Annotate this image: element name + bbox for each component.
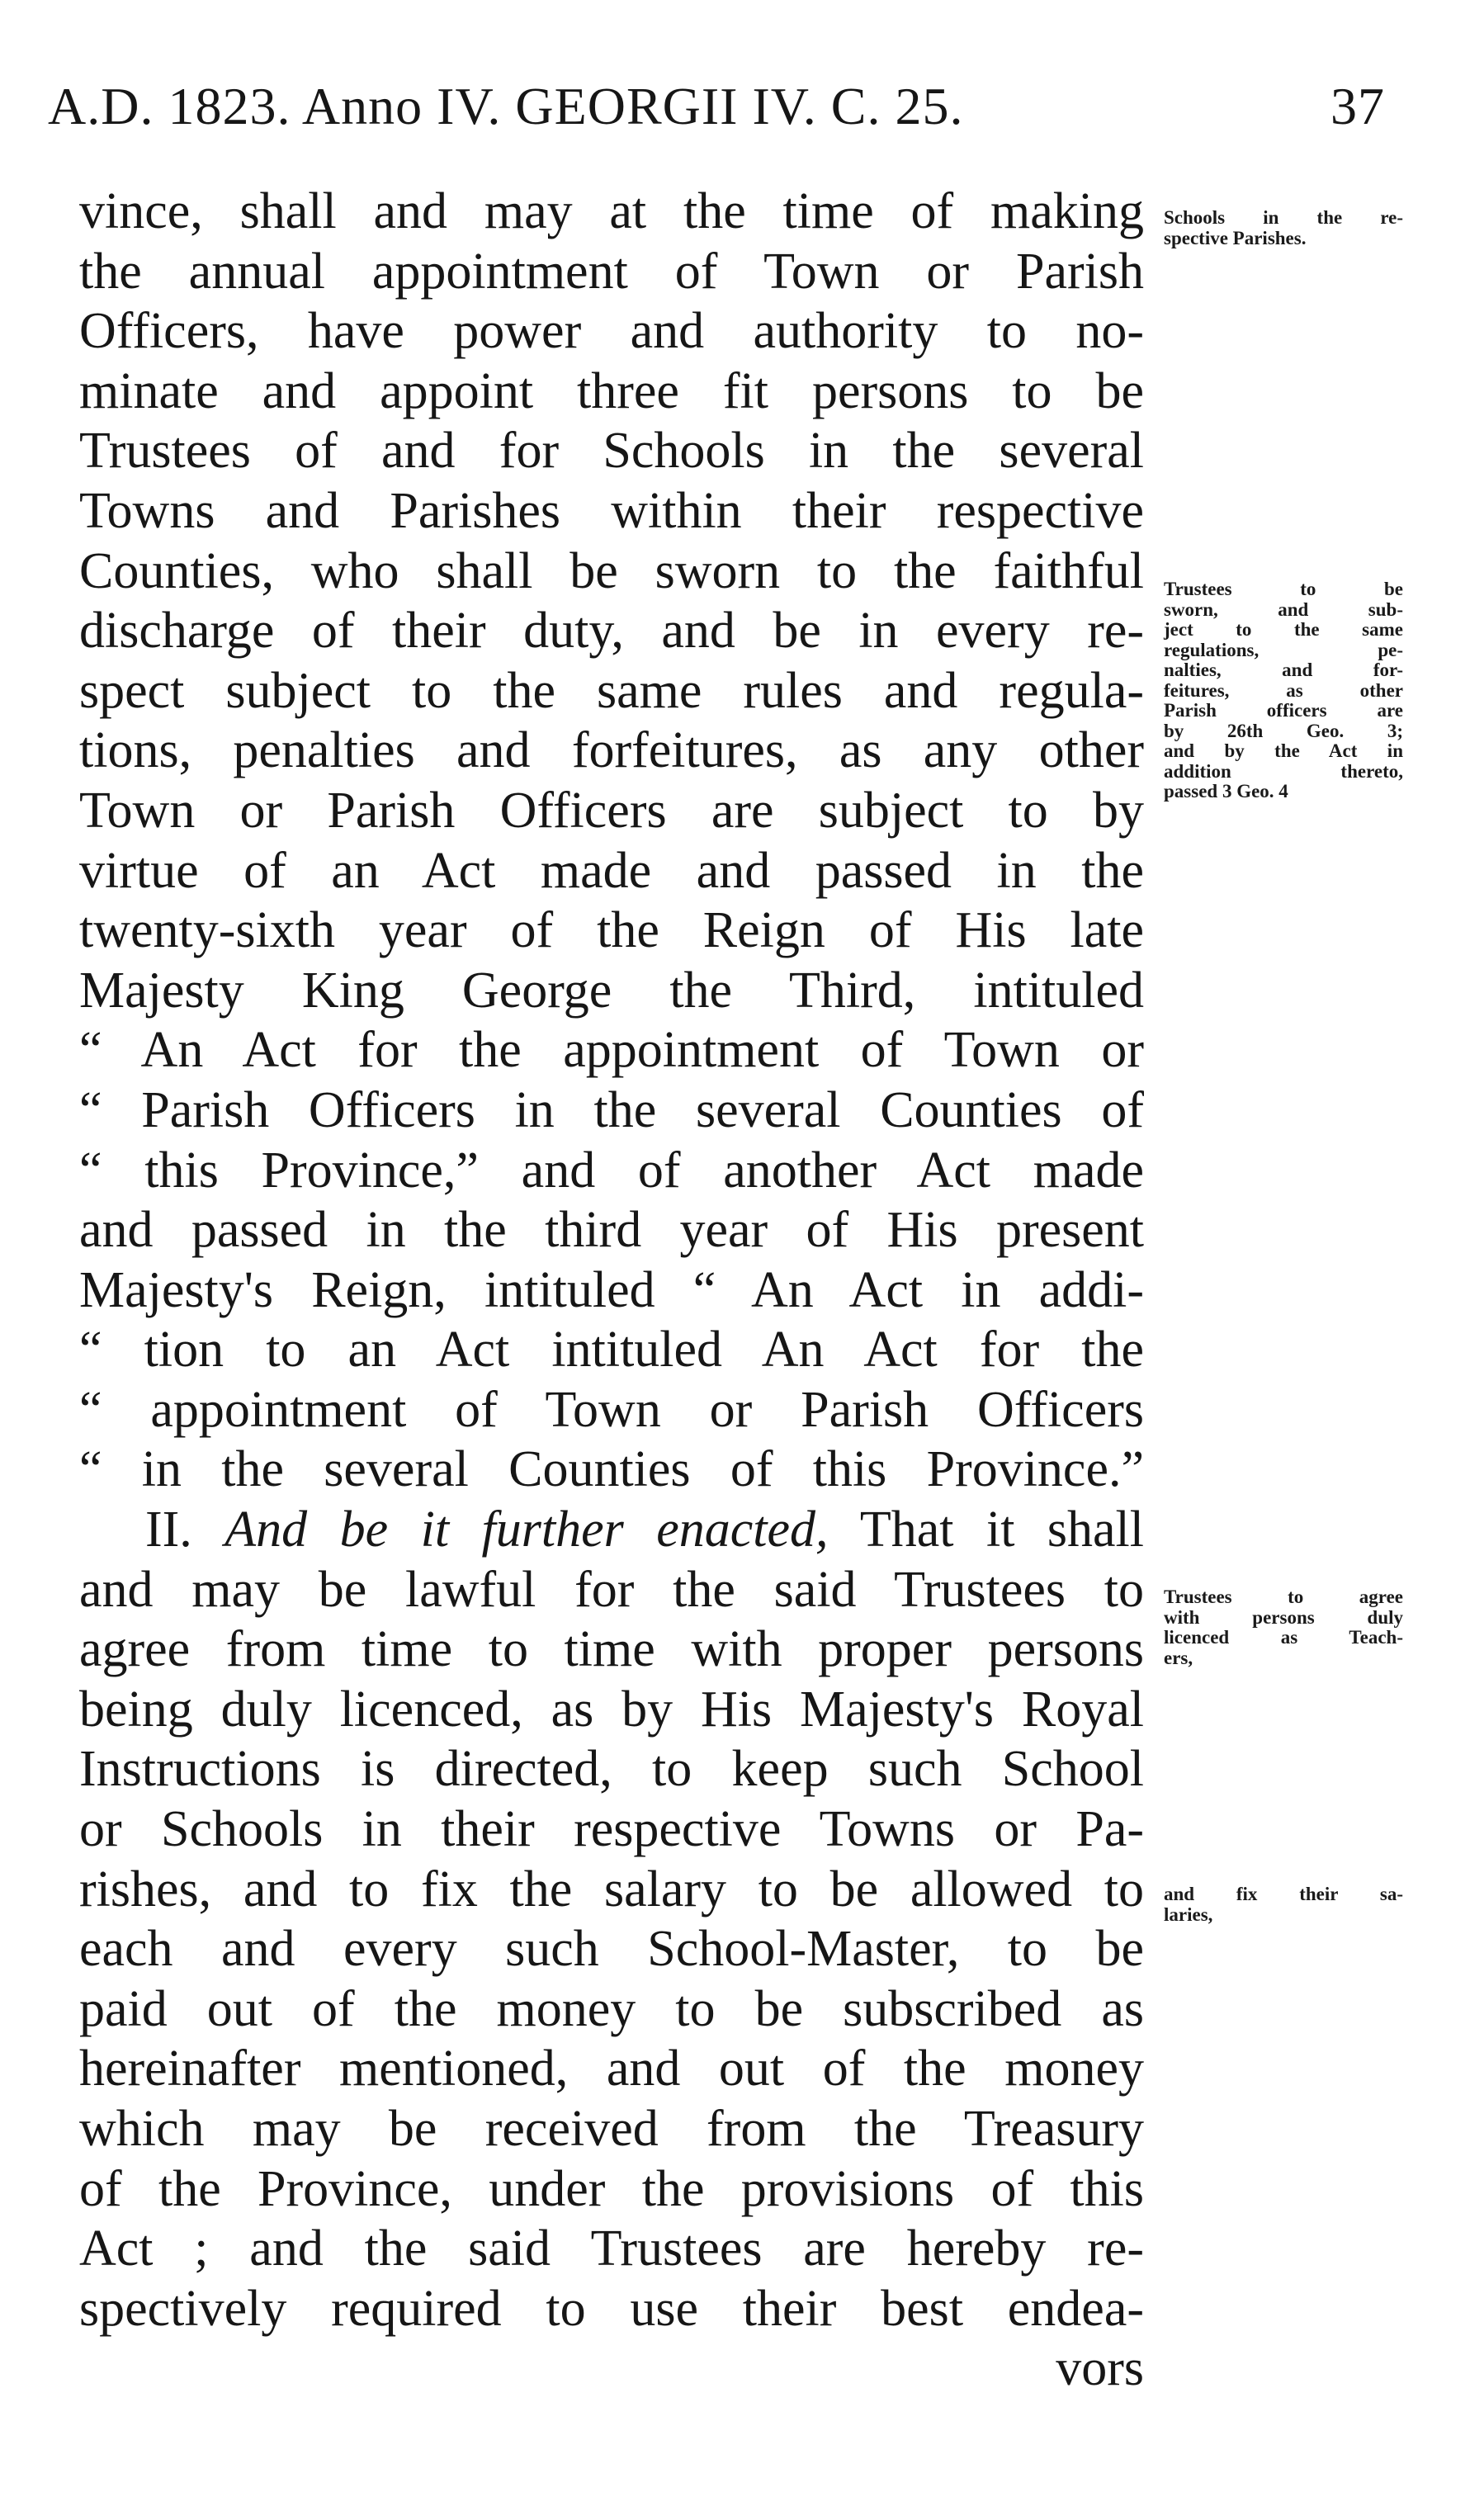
text-line: “ this Province,” and of another Act made	[79, 1142, 1144, 1199]
text-line: “ tion to an Act intituled An Act for the	[79, 1322, 1144, 1378]
main-text-block	[79, 182, 1144, 2399]
text-line: Officers, have power and authority to no-	[79, 303, 1144, 360]
text-line: Majesty King George the Third, intituled	[79, 962, 1144, 1019]
text-line: Trustees of and for Schools in the several	[79, 423, 1144, 480]
text-line: “ in the several Counties of this Province.”	[79, 1441, 1144, 1498]
margin-note-trustees-agree	[1164, 1587, 1403, 1668]
text-line: or Schools in their respective Towns or Pa-	[79, 1801, 1144, 1858]
margin-note-line: and fix their sa-	[1164, 1884, 1403, 1904]
catchword: vors	[1056, 2340, 1144, 2397]
text-line: agree from time to time with proper persons	[79, 1621, 1144, 1678]
text-line: “ appointment of Town or Parish Officers	[79, 1381, 1144, 1438]
section-number: II.	[145, 1501, 192, 1558]
margin-note-salaries	[1164, 1884, 1403, 1925]
text-line: “ Parish Officers in the several Counties of	[79, 1081, 1144, 1138]
text-line: being duly licenced, as by His Majesty's Royal	[79, 1681, 1144, 1738]
margin-note-line: and by the Act in	[1164, 740, 1403, 761]
enacting-clause: And be it further enacted,	[224, 1501, 829, 1558]
margin-note-line: Trustees to be	[1164, 579, 1403, 599]
text-line: rishes, and to fix the salary to be allowed to	[79, 1861, 1144, 1918]
margin-note-line: addition thereto,	[1164, 760, 1403, 782]
margin-note-line: sworn, and sub-	[1164, 598, 1403, 620]
text-line: spectively required to use their best endea-	[79, 2280, 1144, 2337]
margin-note-line: passed 3 Geo. 4	[1164, 781, 1288, 802]
page-number: 37	[1330, 77, 1385, 135]
text-line: Majesty's Reign, intituled “ An Act in addi-	[79, 1261, 1144, 1318]
text-line: Act ; and the said Trustees are hereby re-	[79, 2220, 1144, 2277]
text-fragment: That it shall	[859, 1501, 1144, 1558]
margin-note-line: nalties, and for-	[1164, 660, 1403, 680]
text-line: minate and appoint three fit persons to be	[79, 362, 1144, 419]
margin-note-schools	[1164, 208, 1403, 248]
margin-note-line: with persons duly	[1164, 1606, 1403, 1628]
running-head-title: A.D. 1823. Anno IV. GEORGII IV. C. 25.	[48, 77, 964, 135]
margin-note-line: by 26th Geo. 3;	[1164, 720, 1403, 741]
text-line: Town or Parish Officers are subject to by	[79, 782, 1144, 839]
text-line: twenty-sixth year of the Reign of His late	[79, 902, 1144, 959]
running-head	[48, 76, 1385, 142]
text-line: which may be received from the Treasury	[79, 2101, 1144, 2157]
text-line: spect subject to the same rules and regula-	[79, 662, 1144, 719]
margin-note-line: laries,	[1164, 1903, 1213, 1925]
margin-note-line: Schools in the re-	[1164, 207, 1403, 228]
section-two-opening-line	[79, 1500, 1144, 1560]
margin-note-line: licenced as Teach-	[1164, 1627, 1403, 1648]
text-line: of the Province, under the provisions of this	[79, 2160, 1144, 2217]
text-line: tions, penalties and forfeitures, as any other	[79, 722, 1144, 779]
margin-note-line: ers,	[1164, 1647, 1193, 1668]
text-line: vince, shall and may at the time of making	[79, 183, 1144, 239]
margin-note-line: spective Parishes.	[1164, 227, 1307, 248]
text-line: each and every such School-Master, to be	[79, 1921, 1144, 1978]
margin-note-trustees-sworn	[1164, 579, 1403, 802]
margin-note-line: ject to the same	[1164, 619, 1403, 640]
text-line: Towns and Parishes within their respective	[79, 482, 1144, 539]
text-line: virtue of an Act made and passed in the	[79, 842, 1144, 899]
text-line: discharge of their duty, and be in every re-	[79, 603, 1144, 660]
text-line: and may be lawful for the said Trustees to	[79, 1561, 1144, 1618]
text-line: Counties, who shall be sworn to the faithful	[79, 542, 1144, 599]
text-line: Instructions is directed, to keep such School	[79, 1741, 1144, 1798]
text-line: paid out of the money to be subscribed as	[79, 1980, 1144, 2037]
text-line: and passed in the third year of His present	[79, 1202, 1144, 1259]
margin-note-line: Parish officers are	[1164, 700, 1403, 721]
text-line: hereinafter mentioned, and out of the money	[79, 2040, 1144, 2097]
text-line: the annual appointment of Town or Parish	[79, 243, 1144, 300]
margin-note-line: regulations, pe-	[1164, 639, 1403, 660]
text-line: “ An Act for the appointment of Town or	[79, 1022, 1144, 1079]
margin-note-line: Trustees to agree	[1164, 1587, 1403, 1607]
margin-note-line: feitures, as other	[1164, 679, 1403, 701]
